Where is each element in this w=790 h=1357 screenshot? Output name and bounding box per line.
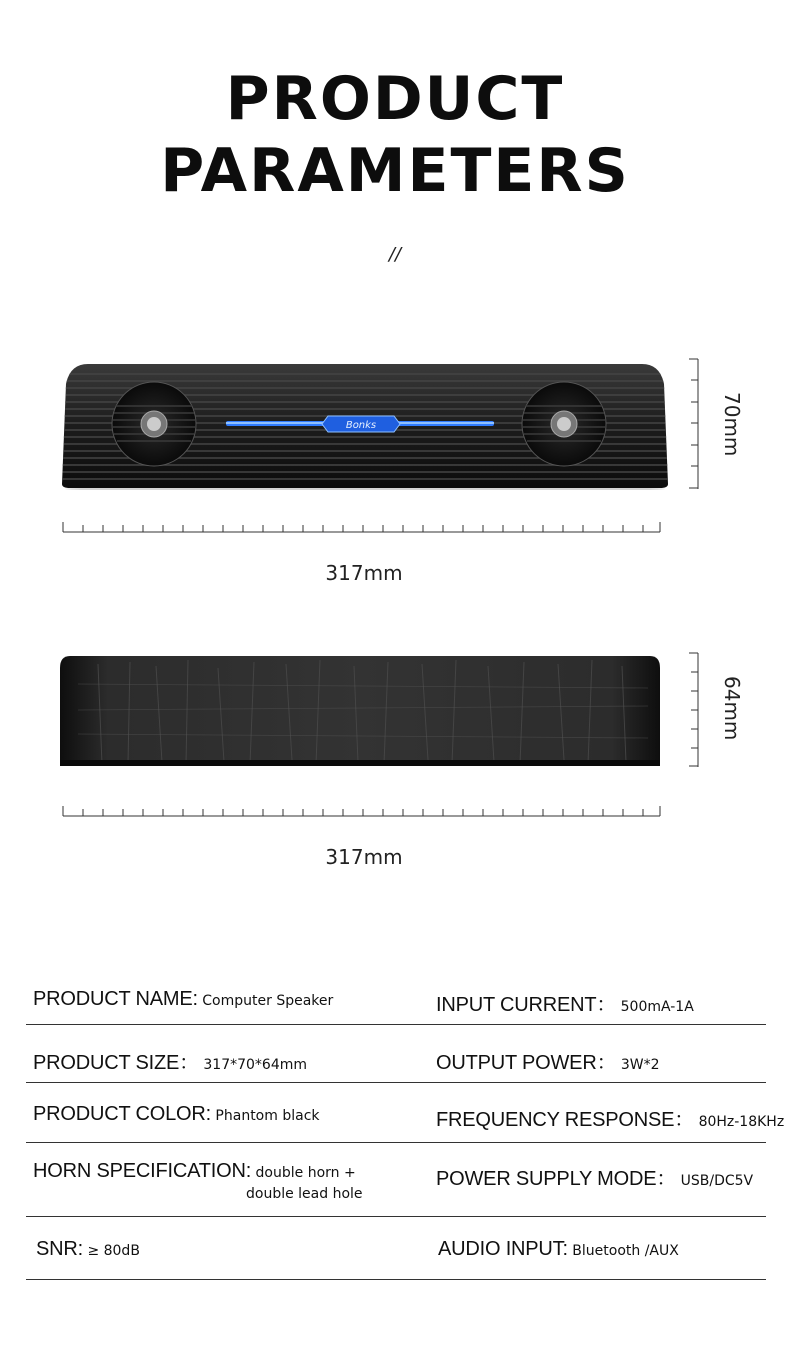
spec-row-4-right: [436, 1162, 753, 1191]
table-divider: [26, 1216, 766, 1217]
spec-row-2-left: [33, 1046, 307, 1075]
spec-row-2-right: [436, 1046, 660, 1075]
spec-value-audio-input: Bluetooth /AUX: [572, 1243, 679, 1259]
spec-row-1-left: [33, 988, 333, 1011]
width-ruler-side: [62, 804, 662, 820]
spec-label-input-current: INPUT CURRENT：: [436, 994, 617, 1016]
title-decoration-mark: //: [388, 244, 402, 265]
width-ruler-top: [62, 520, 662, 536]
spec-row-3-right: [436, 1103, 784, 1132]
spec-label-power-supply-mode: POWER SUPPLY MODE：: [436, 1168, 677, 1190]
width-label-side: 317mm: [325, 845, 403, 869]
table-divider: [26, 1024, 766, 1025]
spec-value-frequency-response: 80Hz-18KHz: [698, 1114, 785, 1130]
height-label-top: 70mm: [720, 392, 744, 457]
spec-label-product-name: PRODUCT NAME:: [33, 988, 198, 1010]
spec-value-horn-specification-line2: double lead hole: [246, 1186, 363, 1202]
spec-label-horn-specification: HORN SPECIFICATION:: [33, 1160, 252, 1182]
page-title-line1: PRODUCT: [225, 64, 565, 134]
speaker-front-view-image: [60, 362, 670, 490]
spec-row-3-left: [33, 1103, 320, 1126]
table-divider: [26, 1142, 766, 1143]
spec-label-product-color: PRODUCT COLOR:: [33, 1103, 211, 1125]
speaker-brand-logo: Bonks: [345, 420, 377, 431]
spec-row-4-left: [33, 1160, 356, 1183]
spec-label-product-size: PRODUCT SIZE：: [33, 1052, 199, 1074]
spec-value-product-color: Phantom black: [215, 1108, 320, 1124]
spec-value-product-name: Computer Speaker: [202, 993, 334, 1009]
spec-value-output-power: 3W*2: [620, 1057, 660, 1073]
height-ruler-top: [686, 358, 700, 490]
height-label-side: 64mm: [720, 676, 744, 741]
spec-value-horn-specification: double horn +: [255, 1165, 356, 1181]
width-label-top: 317mm: [325, 561, 403, 585]
table-divider: [26, 1082, 766, 1083]
height-ruler-side: [686, 652, 700, 768]
spec-value-input-current: 500mA-1A: [620, 999, 694, 1015]
spec-label-snr: SNR:: [36, 1238, 83, 1260]
table-divider: [26, 1279, 766, 1280]
spec-label-audio-input: AUDIO INPUT:: [438, 1238, 568, 1260]
spec-row-5-left: [36, 1238, 140, 1261]
spec-label-frequency-response: FREQUENCY RESPONSE：: [436, 1109, 695, 1131]
spec-row-5-right: [438, 1238, 679, 1261]
speaker-side-view-image: [58, 654, 662, 768]
spec-row-1-right: [436, 988, 694, 1017]
spec-value-product-size: 317*70*64mm: [203, 1057, 308, 1073]
page-title-line2: PARAMETERS: [160, 136, 630, 206]
spec-label-output-power: OUTPUT POWER：: [436, 1052, 617, 1074]
spec-value-snr: ≥ 80dB: [87, 1243, 140, 1259]
spec-value-power-supply-mode: USB/DC5V: [680, 1173, 754, 1189]
